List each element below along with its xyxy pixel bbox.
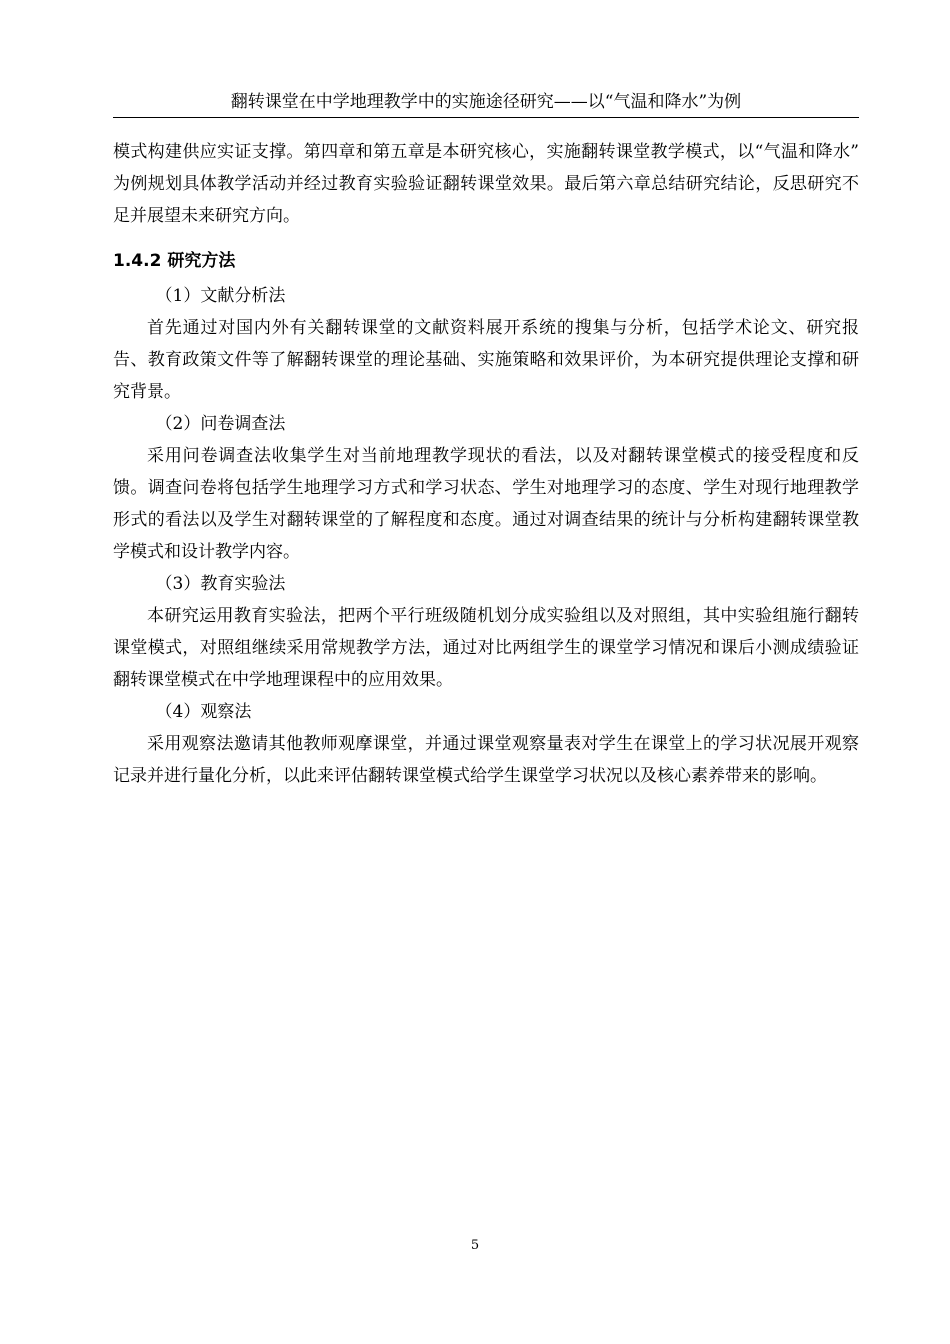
section-heading: 1.4.2 研究方法 (113, 251, 236, 271)
method-title-observation: （4）观察法 (155, 702, 252, 722)
body-text (113, 136, 859, 792)
intro-continuation-paragraph: 模式构建供应实证支撑。第四章和第五章是本研究核心，实施翻转课堂教学模式，以“气温和降水” 为例规划具体教学活动并经过教育实验验证翻转课堂效果。最后第六章总结研究结论，反思研究不足并展望未来研究方向。 (113, 142, 859, 226)
method-title-questionnaire: （2）问卷调查法 (155, 414, 286, 434)
method-text-questionnaire: 采用问卷调查法收集学生对当前地理教学现状的看法，以及对翻转课堂模式的接受程度和反馈。调查问卷将包括学生地理学习方式和学习状态、学生对地理学习的态度、学生对现行地理教学形式的看法以及学生对翻转课堂的了解程度和态度。通过对调查结果的统计与分析构建翻转课堂教学模式和设计教学内容。 (113, 446, 859, 562)
method-text-observation: 采用观察法邀请其他教师观摩课堂，并通过课堂观察量表对学生在课堂上的学习状况展开观察记录并进行量化分析，以此来评估翻转课堂模式给学生课堂学习状况以及核心素养带来的影响。 (113, 734, 859, 786)
method-title-literature: （1）文献分析法 (155, 286, 286, 306)
page-number: 5 (470, 1238, 480, 1253)
method-title-experiment: （3）教育实验法 (155, 574, 286, 594)
running-header: 翻转课堂在中学地理教学中的实施途径研究——以“气温和降水”为例 (113, 90, 859, 118)
method-text-literature: 首先通过对国内外有关翻转课堂的文献资料展开系统的搜集与分析，包括学术论文、研究报告、教育政策文件等了解翻转课堂的理论基础、实施策略和效果评价，为本研究提供理论支撑和研究背景。 (113, 318, 859, 402)
method-text-experiment: 本研究运用教育实验法，把两个平行班级随机划分成实验组以及对照组，其中实验组施行翻转课堂模式，对照组继续采用常规教学方法，通过对比两组学生的课堂学习情况和课后小测成绩验证翻转课堂模式在中学地理课程中的应用效果。 (113, 606, 859, 690)
